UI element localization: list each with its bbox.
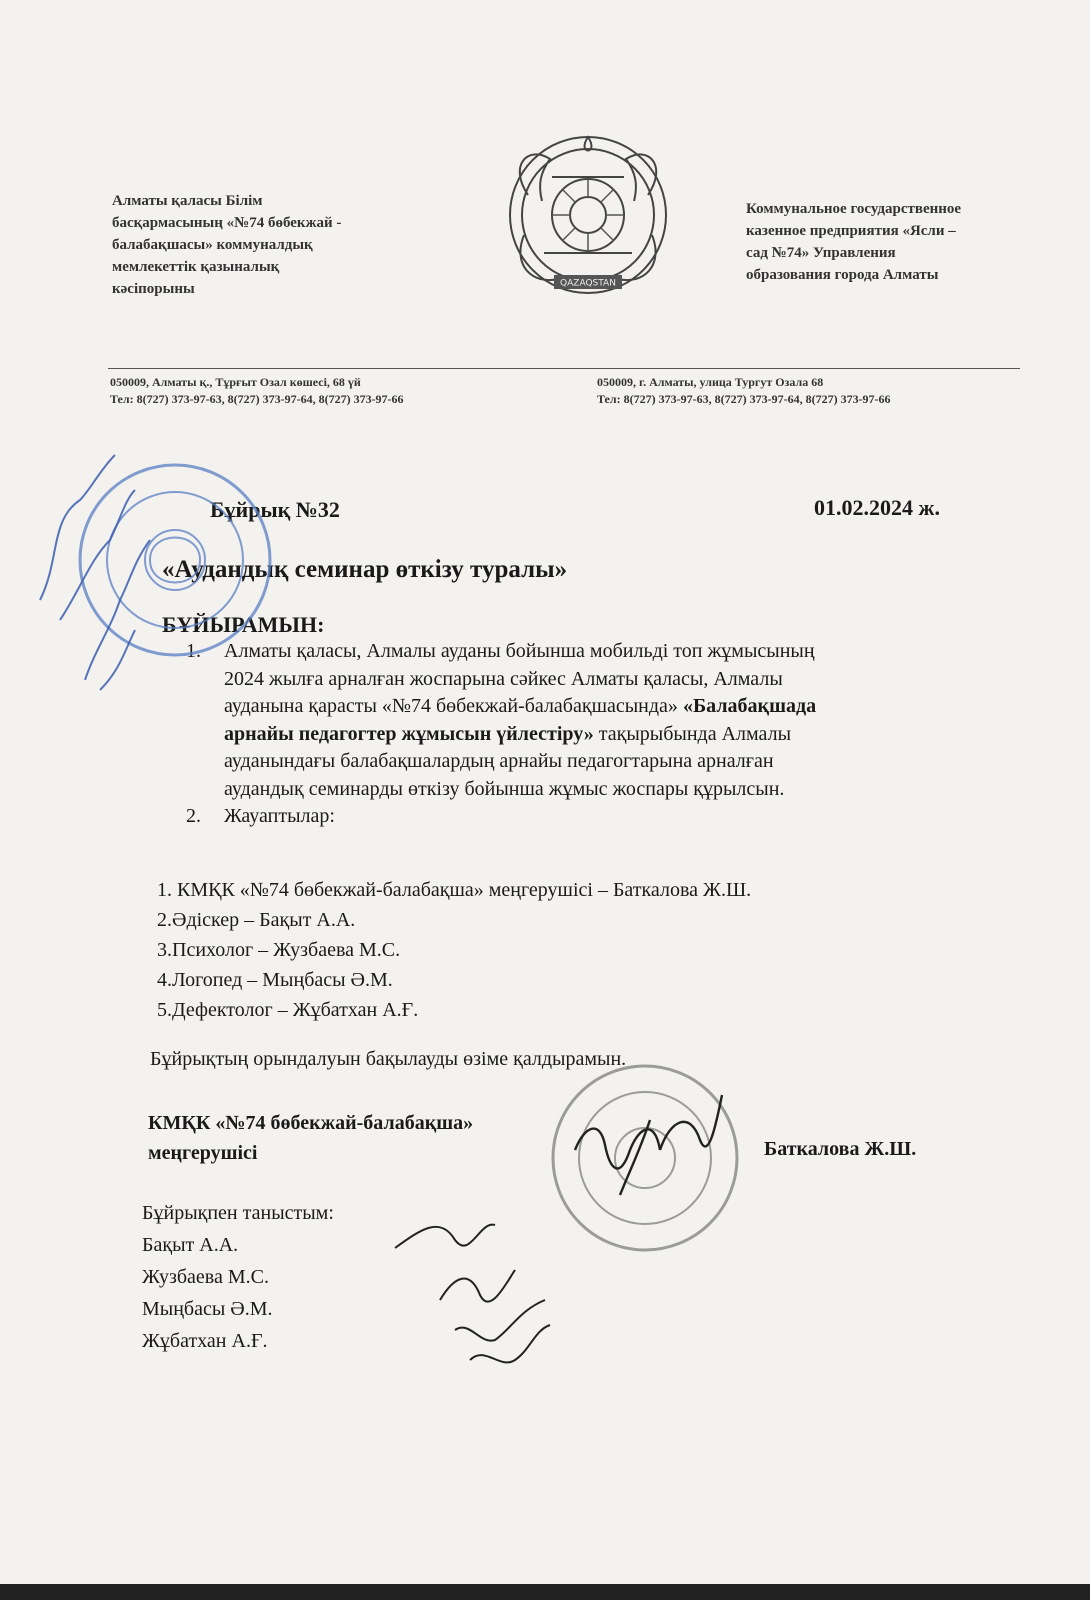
order-number: Бұйрық №32 bbox=[210, 497, 340, 522]
header-right-line: сад №74» Управления bbox=[746, 245, 896, 261]
item-line-part: ауданына қарасты «№74 бөбекжай-балабақшасында» bbox=[224, 695, 683, 717]
order-item-2 bbox=[186, 803, 966, 831]
item-line bbox=[224, 721, 954, 749]
official-stamp-bottom bbox=[553, 1066, 737, 1250]
header-right-line: Коммунальное государственное bbox=[746, 201, 962, 217]
decree-heading: БҰЙЫРАМЫН: bbox=[162, 612, 325, 637]
order-title: «Аудандық семинар өткізу туралы» bbox=[162, 556, 568, 583]
item-line: аудандық семинарды өткізу бойынша жұмыс жоспары құрылсын. bbox=[224, 777, 785, 800]
signatory-org: КМҚК «№74 бөбекжай-балабақша» bbox=[148, 1112, 474, 1134]
acknowledged-name: Жузбаева М.С. bbox=[142, 1266, 269, 1288]
director-signature bbox=[575, 1095, 722, 1195]
signatory-name: Баткалова Ж.Ш. bbox=[764, 1138, 917, 1160]
header-right-line: образования города Алматы bbox=[746, 267, 939, 283]
item-number: 2. bbox=[186, 805, 201, 827]
order-item-1 bbox=[186, 638, 966, 803]
header-left-line: балабақшасы» коммуналдық bbox=[112, 237, 313, 253]
responsible-entry: 1. КМҚК «№74 бөбекжай-балабақша» меңгерушісі – Баткалова Ж.Ш. bbox=[157, 879, 752, 901]
acknowledged-name: Жұбатхан А.Ғ. bbox=[142, 1330, 268, 1352]
responsible-entry: 3.Психолог – Жузбаева М.С. bbox=[157, 939, 401, 961]
scan-edge bbox=[0, 1584, 1090, 1600]
acknowledgement-signatures bbox=[395, 1225, 550, 1363]
address-left bbox=[110, 374, 404, 408]
order-date: 01.02.2024 ж. bbox=[814, 495, 940, 520]
signatory-role: меңгерушісі bbox=[148, 1142, 258, 1164]
phone-line: Тел: 8(727) 373-97-63, 8(727) 373-97-64, 8(727) 373-97-66 bbox=[597, 392, 891, 406]
item-line: ауданындағы балабақшалардың арнайы педагогтарына арналған bbox=[224, 750, 774, 772]
address-line: 050009, г. Алматы, улица Тургут Озала 68 bbox=[597, 375, 824, 389]
item-text bbox=[224, 638, 954, 803]
address-line: 050009, Алматы қ., Тұрғыт Озал көшесі, 68 үй bbox=[110, 375, 361, 389]
header-left-line: басқармасының «№74 бөбекжай - bbox=[112, 215, 342, 231]
header-left-line: мемлекеттік қазыналық bbox=[112, 259, 280, 275]
phone-line: Тел: 8(727) 373-97-63, 8(727) 373-97-64, 8(727) 373-97-66 bbox=[110, 392, 404, 406]
emblem-lettering: QAZAQSTAN bbox=[560, 278, 616, 289]
header-divider bbox=[108, 368, 1020, 369]
item-line: 2024 жылға арналған жоспарына сәйкес Алматы қаласы, Алмалы bbox=[224, 667, 783, 690]
address-right bbox=[597, 374, 891, 408]
header-right-line: казенное предприятия «Ясли – bbox=[746, 223, 956, 239]
item-line bbox=[224, 693, 954, 721]
control-statement: Бұйрықтың орындалуын бақылауды өзіме қалдырамын. bbox=[150, 1048, 627, 1070]
acknowledgement-block bbox=[142, 1197, 334, 1357]
signatory-block bbox=[148, 1108, 473, 1168]
responsible-entry: 5.Дефектолог – Жұбатхан А.Ғ. bbox=[157, 999, 419, 1021]
item-line-part: тақырыбында Алмалы bbox=[593, 722, 792, 745]
seminar-topic-part: «Балабақшада bbox=[682, 695, 817, 717]
header-left-line: кәсіпорыны bbox=[112, 281, 195, 297]
acknowledgement-heading: Бұйрықпен таныстым: bbox=[142, 1202, 334, 1224]
state-emblem bbox=[488, 125, 688, 310]
responsibles-list bbox=[157, 875, 751, 1025]
item-number: 1. bbox=[186, 640, 201, 662]
header-right-russian bbox=[746, 198, 1046, 286]
item-text: Жауаптылар: bbox=[224, 805, 335, 827]
responsible-entry: 2.Әдіскер – Бақыт А.А. bbox=[157, 909, 356, 931]
handwritten-approval-note bbox=[40, 455, 150, 690]
acknowledged-name: Мыңбасы Ә.М. bbox=[142, 1298, 273, 1320]
seminar-topic-part: арнайы педагогтер жұмысын үйлестіру» bbox=[224, 722, 594, 745]
acknowledged-name: Бақыт А.А. bbox=[142, 1234, 239, 1256]
responsible-entry: 4.Логопед – Мыңбасы Ә.М. bbox=[157, 969, 393, 991]
header-left-kazakh bbox=[112, 190, 432, 300]
order-items bbox=[186, 638, 966, 831]
item-line: Алматы қаласы, Алмалы ауданы бойынша мобильді топ жұмысының bbox=[224, 640, 815, 662]
header-left-line: Алматы қаласы Білім bbox=[112, 193, 263, 209]
